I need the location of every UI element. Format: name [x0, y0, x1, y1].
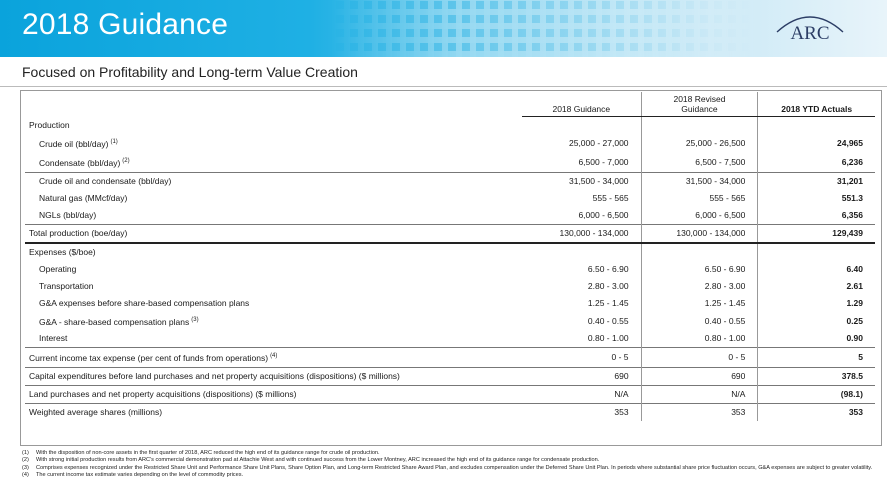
cell-revised-guidance: 0.40 - 0.55	[641, 312, 758, 331]
table-row	[25, 312, 875, 331]
footnote	[22, 450, 882, 457]
cell-2018-guidance: 0 - 5	[522, 348, 641, 368]
table-row	[25, 278, 875, 295]
header-2018-revised-guidance: 2018 Revised Guidance	[641, 92, 758, 117]
footnote-number: (2)	[22, 457, 29, 464]
row-label: NGLs (bbl/day)	[39, 209, 97, 220]
footnote-text: With strong initial production results from ARC's commercial demonstration pad at Attachie West and with continued success from the Lower Montney, ARC increased the high end of its guidance range for condensate production.	[36, 457, 600, 464]
cell-revised-guidance: 353	[641, 404, 758, 422]
cell-ytd-actual: 6,356	[841, 209, 863, 220]
cell-revised-guidance: 555 - 565	[641, 190, 758, 207]
table-row	[25, 261, 875, 278]
cell-2018-guidance: 6,500 - 7,000	[522, 153, 641, 172]
table-row	[25, 368, 875, 386]
cell-2018-guidance: 25,000 - 27,000	[522, 134, 641, 153]
table-row	[25, 224, 875, 243]
cell-2018-guidance: 690	[522, 368, 641, 386]
row-label: Capital expenditures before land purchases and net property acquisitions (dispositions) ($ millions)	[25, 368, 522, 386]
cell-2018-guidance: N/A	[522, 386, 641, 404]
cell-revised-guidance: N/A	[641, 386, 758, 404]
cell-ytd-actual: 6.40	[846, 263, 863, 274]
row-label: G&A - share-based compensation plans $^{(3)}$	[39, 316, 199, 327]
cell-revised-guidance: 31,500 - 34,000	[641, 172, 758, 190]
cell-revised-guidance: 0 - 5	[641, 348, 758, 368]
table-row	[25, 330, 875, 348]
cell-2018-guidance: 130,000 - 134,000	[522, 224, 641, 243]
cell-revised-guidance: 6,000 - 6,500	[641, 207, 758, 225]
footnote-text: With the disposition of non-core assets in the first quarter of 2018, ARC reduced the high end of its guidance range for crude oil production.	[36, 450, 380, 456]
footnote-text: Comprises expenses recognized under the Restricted Share Unit and Performance Share Unit Plans, Share Option Plan, and Long-term Restricted Share Award Plan, and excludes compensation under the Deferred Share Unit Plan. In periods where substantial share price fluctuation occurs, G&A expenses are subject to greater volatility.	[36, 464, 873, 471]
cell-revised-guidance: 2.80 - 3.00	[641, 278, 758, 295]
footnote-marker: (1)	[110, 139, 118, 145]
table-row	[25, 386, 875, 404]
row-label: Current income tax expense (per cent of funds from operations) $^{(4)}$	[25, 348, 522, 368]
cell-ytd-actual	[758, 243, 875, 261]
table-row	[25, 134, 875, 153]
arc-logo	[771, 8, 849, 46]
cell-ytd-actual: 24,965	[837, 137, 863, 148]
cell-revised-guidance: 130,000 - 134,000	[641, 224, 758, 243]
cell-ytd-actual	[758, 117, 875, 135]
footnote-marker: (4)	[270, 353, 278, 360]
cell-2018-guidance	[522, 117, 641, 135]
cell-ytd-actual: 353	[758, 404, 875, 422]
footnote	[22, 465, 882, 472]
cell-2018-guidance: 2.80 - 3.00	[522, 278, 641, 295]
footnote	[22, 472, 882, 479]
table-row	[25, 404, 875, 422]
cell-2018-guidance: 31,500 - 34,000	[522, 172, 641, 190]
page-title: 2018 Guidance	[22, 8, 229, 41]
row-label: Natural gas (MMcf/day)	[39, 192, 128, 203]
row-label: Operating	[39, 263, 77, 274]
row-label: Expenses ($/boe)	[25, 243, 522, 261]
row-label: Interest	[39, 333, 68, 344]
table-row	[25, 207, 875, 225]
table-row	[25, 153, 875, 172]
cell-2018-guidance: 1.25 - 1.45	[522, 295, 641, 312]
cell-2018-guidance: 353	[522, 404, 641, 422]
cell-ytd-actual: 6,236	[841, 156, 863, 167]
table-row	[25, 190, 875, 207]
table-row	[25, 243, 875, 261]
footnote-number: (1)	[22, 450, 29, 456]
row-label: Land purchases and net property acquisitions (dispositions) ($ millions)	[25, 386, 522, 404]
cell-ytd-actual: 31,201	[758, 172, 875, 190]
header-2018-ytd-actuals: 2018 YTD Actuals	[758, 92, 875, 117]
cell-ytd-actual: 1.29	[846, 297, 863, 308]
cell-revised-guidance	[641, 117, 758, 135]
row-label: Total production (boe/day)	[25, 224, 522, 243]
cell-revised-guidance: 25,000 - 26,500	[641, 134, 758, 153]
table-row	[25, 172, 875, 190]
header-spacer	[25, 92, 522, 117]
cell-revised-guidance: 690	[641, 368, 758, 386]
cell-2018-guidance: 6.50 - 6.90	[522, 261, 641, 278]
cell-2018-guidance: 0.80 - 1.00	[522, 330, 641, 348]
footnotes	[22, 450, 882, 480]
cell-ytd-actual: 0.90	[846, 333, 863, 344]
row-label: Transportation	[39, 280, 94, 291]
footnote	[22, 457, 882, 464]
footnote-number: (4)	[22, 472, 29, 479]
footnote-number: (3)	[22, 464, 29, 471]
cell-2018-guidance: 6,000 - 6,500	[522, 207, 641, 225]
divider	[0, 86, 887, 87]
footnote-marker: (3)	[191, 316, 199, 323]
cell-revised-guidance: 1.25 - 1.45	[641, 295, 758, 312]
cell-ytd-actual: 378.5	[758, 368, 875, 386]
cell-ytd-actual: (98.1)	[758, 386, 875, 404]
cell-2018-guidance: 0.40 - 0.55	[522, 312, 641, 331]
row-label: G&A expenses before share-based compensation plans	[39, 297, 250, 308]
table-header-row	[25, 92, 875, 117]
footnote-text: The current income tax estimate varies depending on the level of commodity prices.	[36, 472, 244, 479]
row-label: Condensate (bbl/day) $^{(2)}$	[39, 157, 130, 168]
cell-revised-guidance: 6,500 - 7,500	[641, 153, 758, 172]
table-row	[25, 117, 875, 135]
cell-ytd-actual: 2.61	[846, 280, 863, 291]
header-2018-guidance: 2018 Guidance	[522, 92, 641, 117]
cell-ytd-actual: 129,439	[758, 224, 875, 243]
logo-text: ARC	[790, 23, 830, 44]
cell-ytd-actual: 5	[758, 348, 875, 368]
row-label: Crude oil (bbl/day) $^{(1)}$	[39, 138, 118, 149]
cell-revised-guidance: 0.80 - 1.00	[641, 330, 758, 348]
banner-pattern	[330, 0, 760, 57]
table-row	[25, 295, 875, 312]
row-label: Weighted average shares (millions)	[25, 404, 522, 422]
footnote-marker: (2)	[122, 157, 130, 164]
cell-2018-guidance: 555 - 565	[522, 190, 641, 207]
cell-revised-guidance	[641, 243, 758, 261]
cell-2018-guidance	[522, 243, 641, 261]
cell-revised-guidance: 6.50 - 6.90	[641, 261, 758, 278]
row-label: Crude oil and condensate (bbl/day)	[25, 172, 522, 190]
title-banner	[0, 0, 887, 57]
guidance-table	[25, 92, 875, 421]
cell-ytd-actual: 551.3	[841, 192, 863, 203]
subtitle: Focused on Profitability and Long-term Value Creation	[22, 64, 358, 80]
table-row	[25, 348, 875, 368]
cell-ytd-actual: 0.25	[846, 315, 863, 326]
row-label: Production	[29, 119, 70, 130]
